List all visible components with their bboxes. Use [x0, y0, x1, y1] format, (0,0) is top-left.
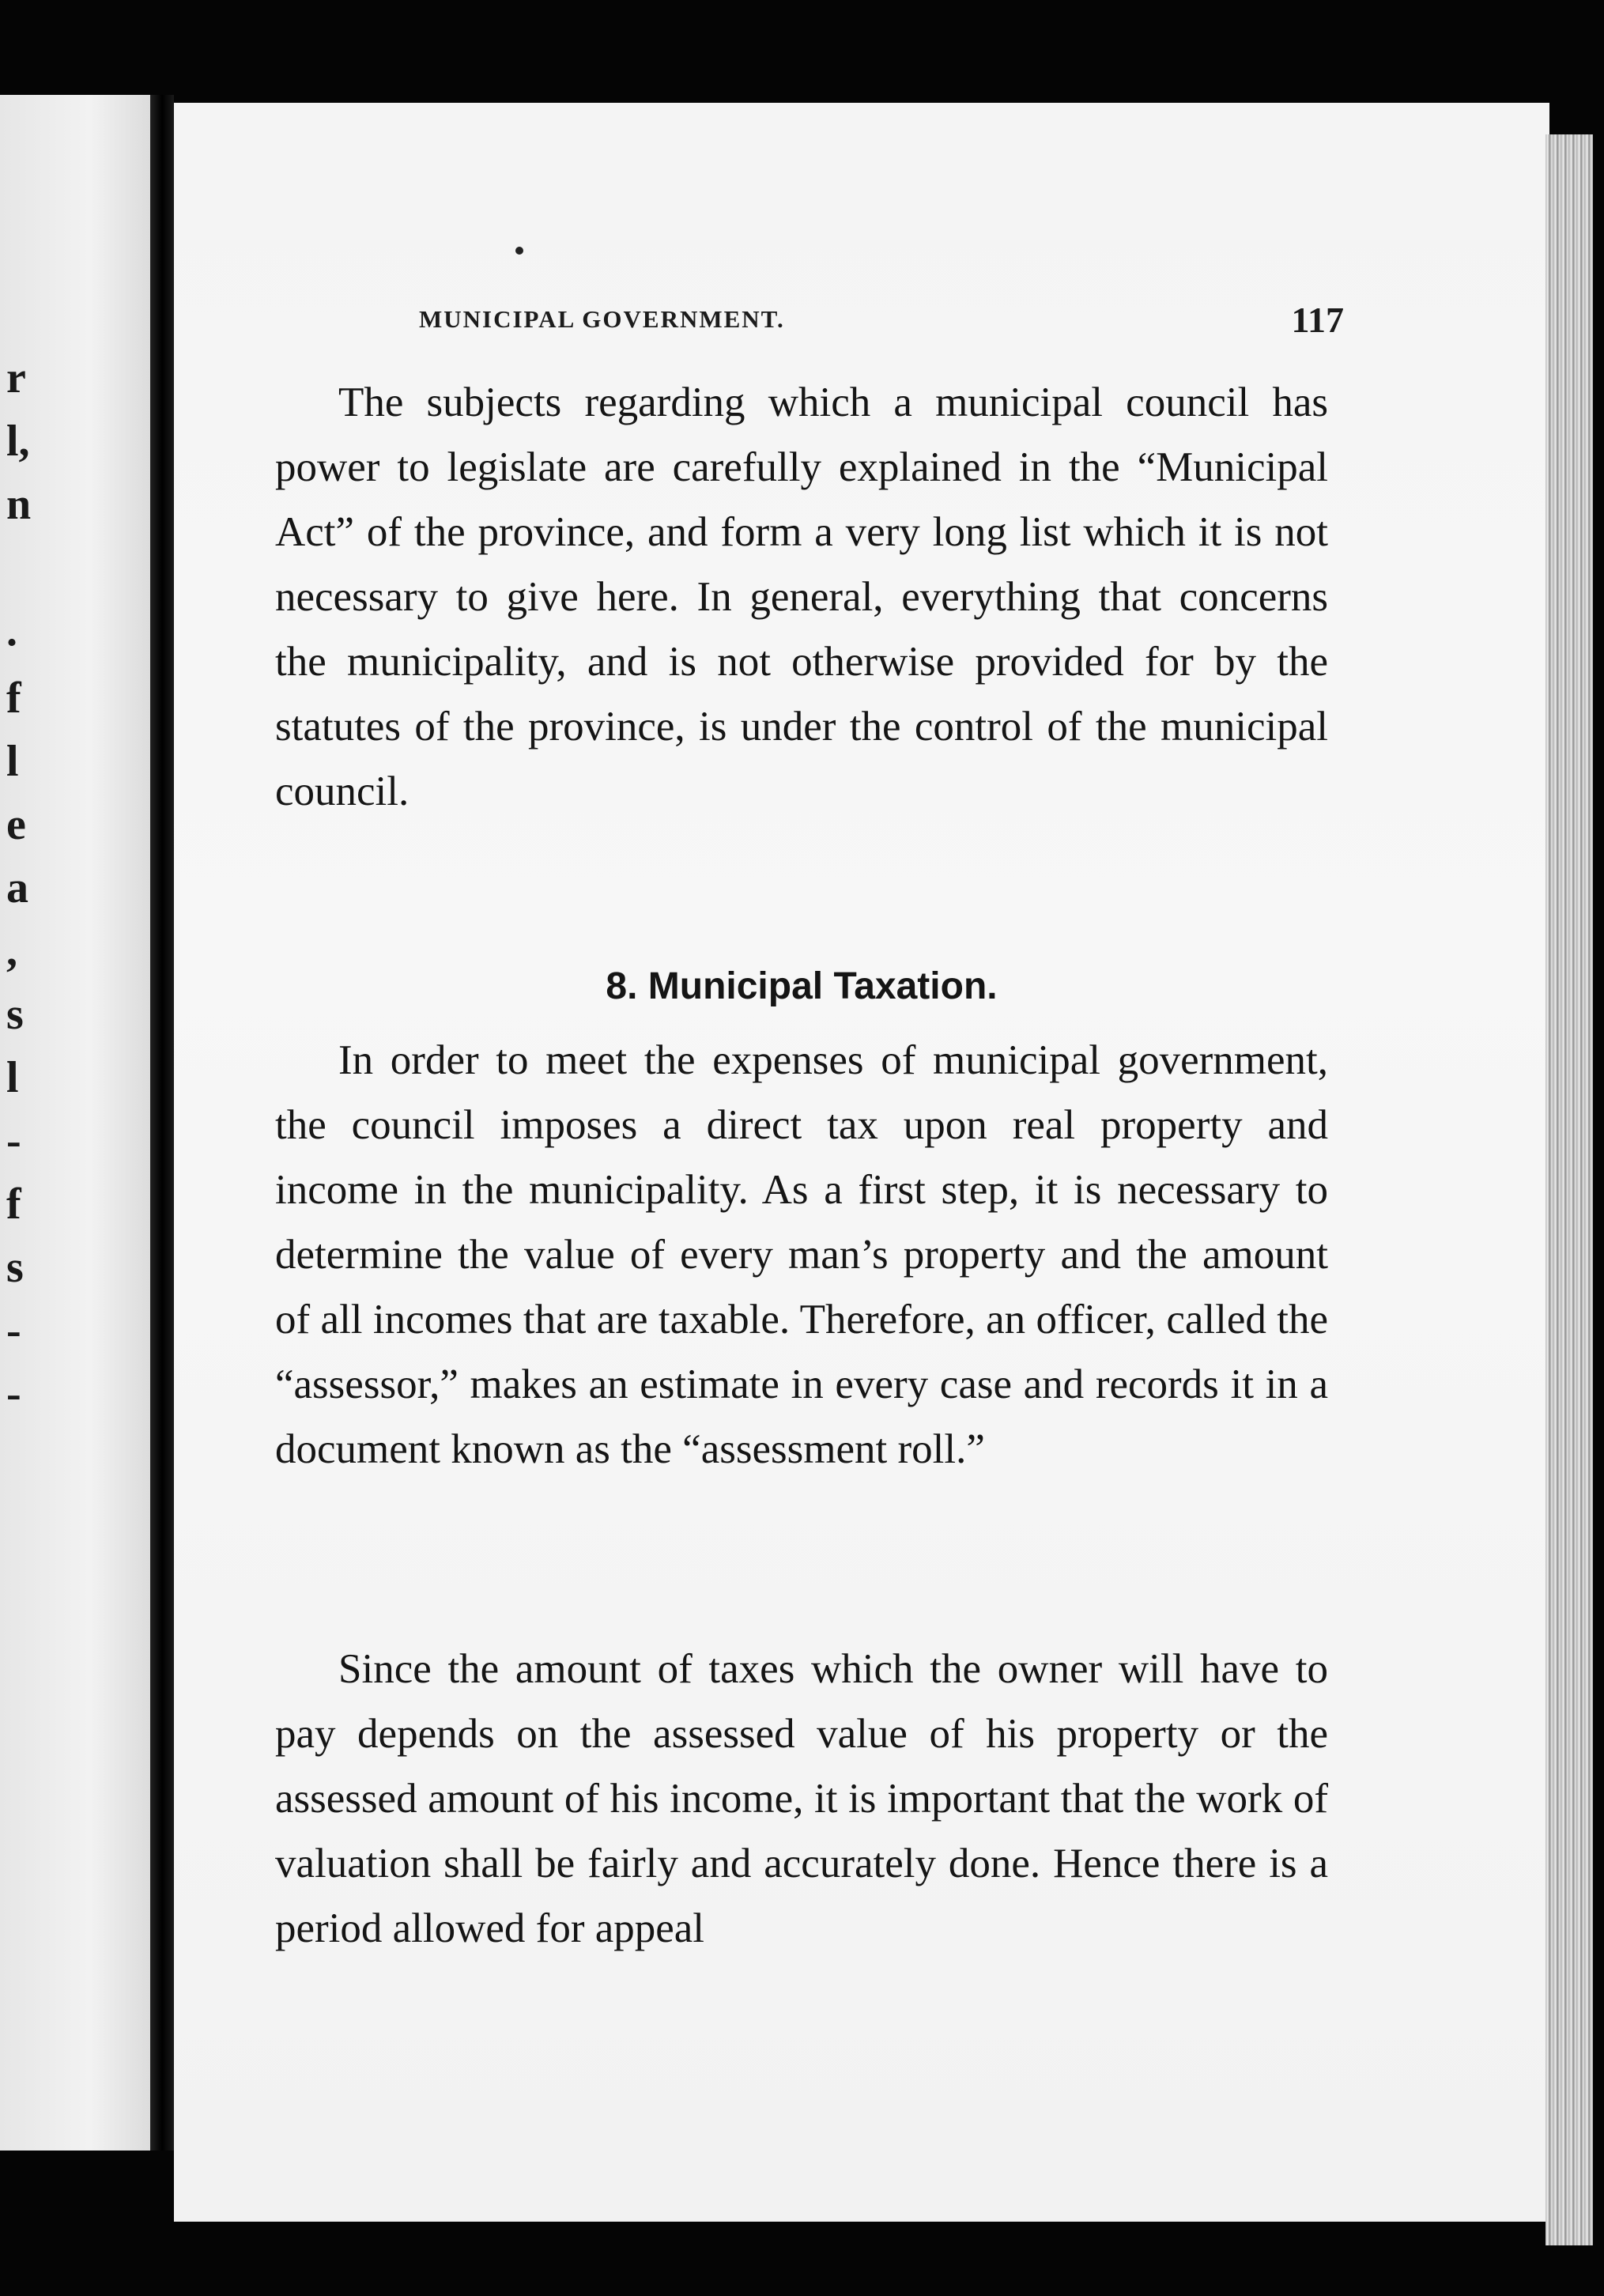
left-page-fragment: -	[6, 1369, 21, 1418]
left-page-fragment: l	[6, 1053, 19, 1102]
left-page-fragment: l,	[6, 417, 30, 466]
book-gutter	[150, 95, 174, 2151]
left-page-fragment: a	[6, 863, 28, 912]
left-page-fragment: n	[6, 480, 32, 529]
left-page-fragment: .	[6, 606, 17, 655]
left-facing-page	[0, 95, 150, 2151]
paragraph: Since the amount of taxes which the owner will have to pay depends on the assessed value of his property or the assessed amount of his income, it is important that the work of valuation shall be fairly and accurately done. Hence there is a period allowed for appeal	[275, 1646, 1328, 1951]
left-page-fragment: l	[6, 737, 19, 786]
left-page-fragment: f	[6, 1180, 21, 1229]
left-page-fragment: r	[6, 353, 26, 402]
section-heading: 8. Municipal Taxation.	[606, 965, 998, 1007]
paragraph: In order to meet the expenses of municipal government, the council imposes a direct tax upon real property and income in the municipality. As a first step, it is necessary to determine the value of every man’s property and the amount of all incomes that are taxable. Therefore, an officer, called the “assessor,” makes an estimate in every case and records it in a document known as the “assessment roll.”	[275, 1037, 1328, 1472]
left-page-fragment: s	[6, 990, 24, 1039]
left-page-fragment: e	[6, 800, 26, 849]
ink-speck	[515, 247, 523, 255]
page-edges	[1546, 134, 1593, 2245]
left-page-fragment: -	[6, 1306, 21, 1355]
left-page-fragment: s	[6, 1243, 24, 1292]
paragraph: The subjects regarding which a municipal council has power to legislate are carefully explained in the “Municipal Act” of the province, and form a very long list which it is not necessary to give here. In general, everything that concerns the municipality, and is not otherwise provided for by the statutes of the province, is under the control of the municipal council.	[275, 380, 1328, 814]
page-number: 117	[1291, 300, 1344, 340]
left-page-fragment: ,	[6, 927, 17, 976]
left-page-fragment: -	[6, 1116, 21, 1165]
left-page-fragment: f	[6, 674, 21, 723]
running-head: MUNICIPAL GOVERNMENT.	[419, 305, 785, 333]
